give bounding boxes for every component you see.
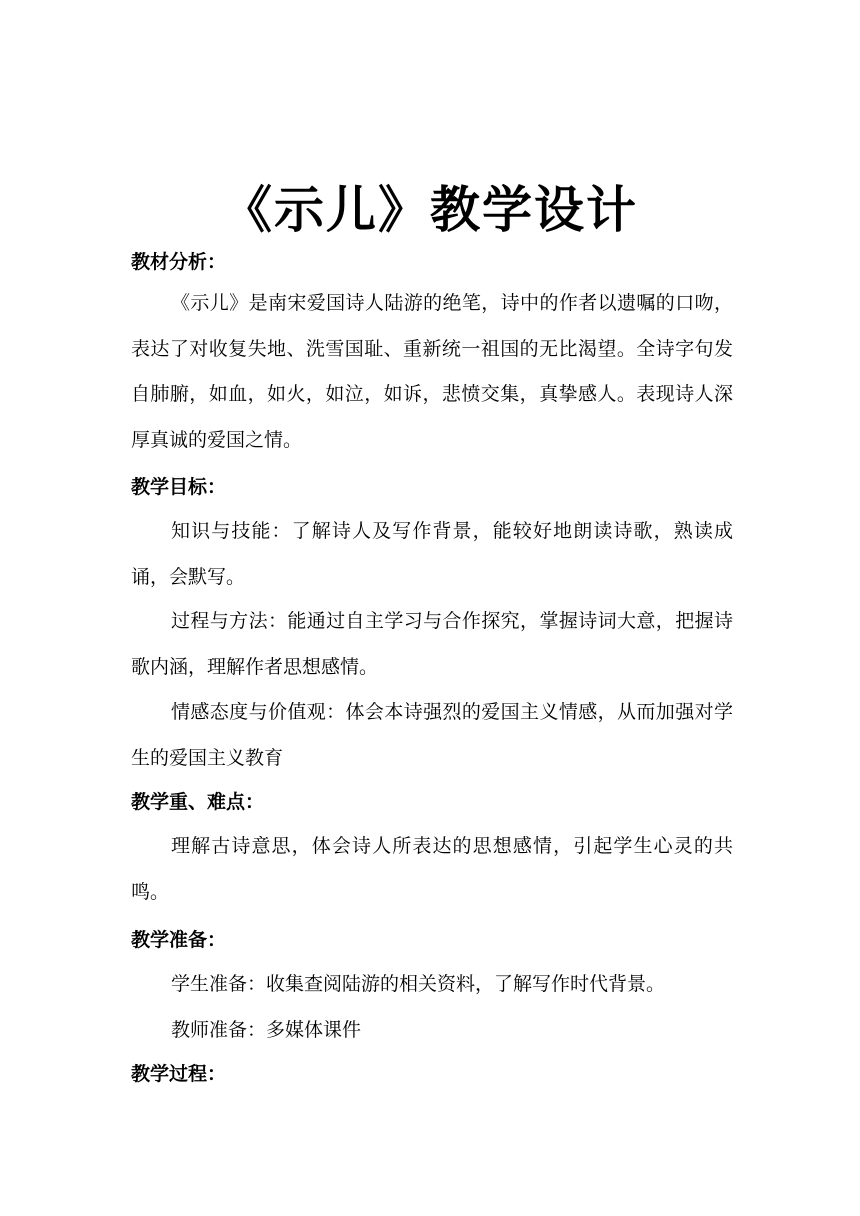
goal-item-process: 过程与方法：能通过自主学习与合作探究，掌握诗词大意，把握诗歌内涵，理解作者思想感情。 xyxy=(131,610,733,678)
keypoints-paragraph: 理解古诗意思，体会诗人所表达的思想感情，引起学生心灵的共鸣。 xyxy=(131,835,733,903)
preparation-item-teacher: 教师准备：多媒体课件 xyxy=(171,1019,362,1041)
section-heading-preparation: 教学准备： xyxy=(131,929,227,951)
section-heading-keypoints: 教学重、难点： xyxy=(131,791,265,813)
analysis-paragraph: 《示儿》是南宋爱国诗人陆游的绝笔，诗中的作者以遗嘱的口吻，表达了对收复失地、洗雪国耻、重新统一祖国的无比渴望。全诗字句发自肺腑，如血，如火，如泣，如诉，悲愤交集，真挚感人。表现诗人深厚真诚的爱国之情。 xyxy=(131,292,733,451)
preparation-item-student: 学生准备：收集查阅陆游的相关资料，了解写作时代背景。 xyxy=(171,973,666,995)
document-title: 《示儿》教学设计 xyxy=(222,180,638,239)
section-heading-analysis: 教材分析： xyxy=(131,251,227,273)
goal-item-knowledge: 知识与技能：了解诗人及写作背景，能较好地朗读诗歌，熟读成诵，会默写。 xyxy=(131,520,733,588)
section-heading-goals: 教学目标： xyxy=(131,476,227,498)
section-heading-process: 教学过程： xyxy=(131,1063,227,1085)
goal-item-emotion: 情感态度与价值观：体会本诗强烈的爱国主义情感，从而加强对学生的爱国主义教育 xyxy=(131,701,733,769)
